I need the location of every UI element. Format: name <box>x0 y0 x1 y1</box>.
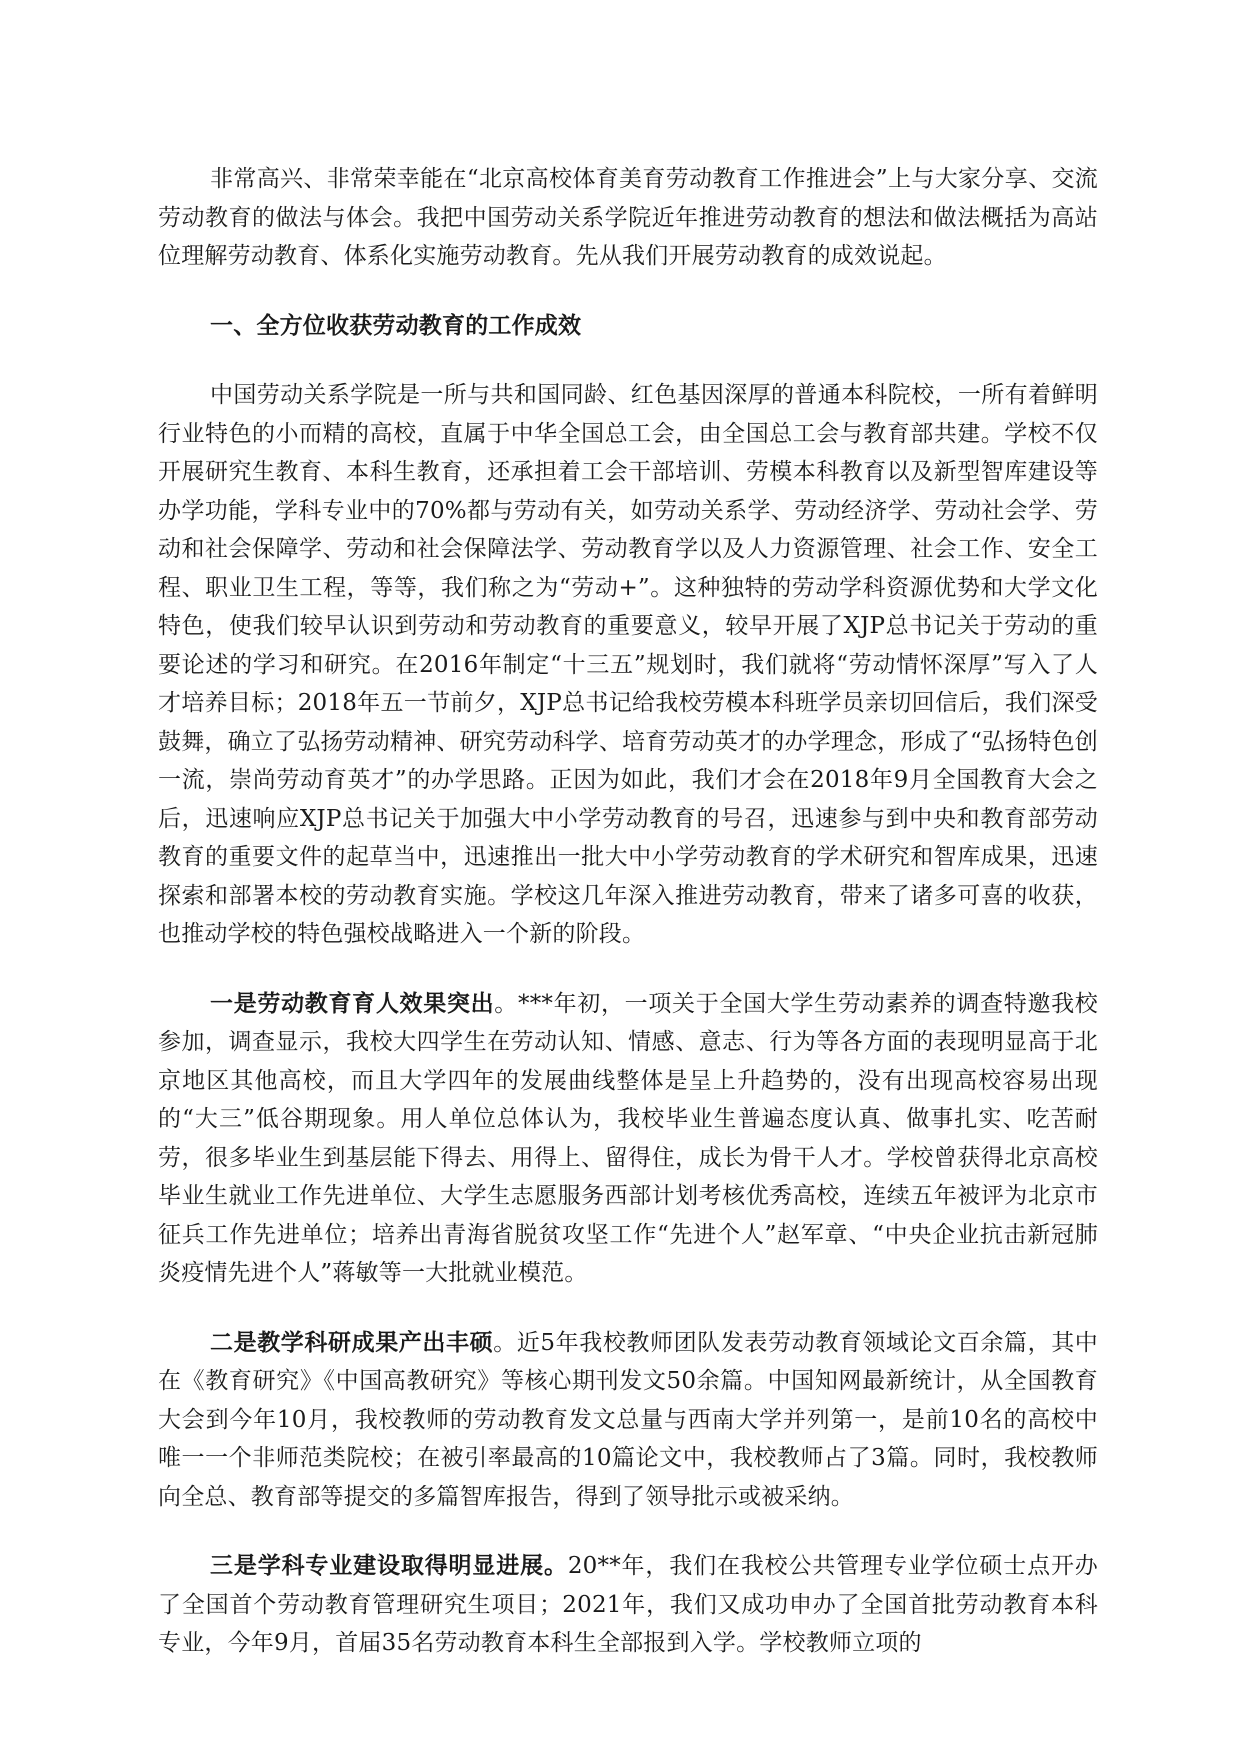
point-one-body: 。***年初，一项关于全国大学生劳动素养的调查特邀我校参加，调查显示，我校大四学生在劳动认知、情感、意志、行为等各方面的表现明显高于北京地区其他高校，而且大学四年的发展曲线整体是呈上升趋势的，没有出现高校容易出现的“大三”低谷期现象。用人单位总体认为，我校毕业生普遍态度认真、做事扎实、吃苦耐劳，很多毕业生到基层能下得去、用得上、留得住，成长为骨干人才。学校曾获得北京高校毕业生就业工作先进单位、大学生志愿服务西部计划考核优秀高校，连续五年被评为北京市征兵工作先进单位；培养出青海省脱贫攻坚工作“先进个人”赵军章、“中央企业抗击新冠肺炎疫情先进个人”蒋敏等一大批就业模范。 <box>158 990 1098 1286</box>
point-three-body: 20**年，我们在我校公共管理专业学位硕士点开办了全国首个劳动教育管理研究生项目；2021年，我们又成功申办了全国首批劳动教育本科专业，今年9月，首届35名劳动教育本科生全部报到入学。学校教师立项的 <box>158 1553 1098 1656</box>
intro-paragraph: 非常高兴、非常荣幸能在“北京高校体育美育劳动教育工作推进会”上与大家分享、交流劳动教育的做法与体会。我把中国劳动关系学院近年推进劳动教育的想法和做法概括为高站位理解劳动教育、体系化实施劳动教育。先从我们开展劳动教育的成效说起。 <box>158 166 1098 269</box>
section-paragraph: 中国劳动关系学院是一所与共和国同龄、红色基因深厚的普通本科院校，一所有着鲜明行业特色的小而精的高校，直属于中华全国总工会，由全国总工会与教育部共建。学校不仅开展研究生教育、本科生教育，还承担着工会干部培训、劳模本科教育以及新型智库建设等办学功能，学科专业中的70%都与劳动有关，如劳动关系学、劳动经济学、劳动社会学、劳动和社会保障学、劳动和社会保障法学、劳动教育学以及人力资源管理、社会工作、安全工程、职业卫生工程，等等，我们称之为“劳动+”。这种独特的劳动学科资源优势和大学文化特色，使我们较早认识到劳动和劳动教育的重要意义，较早开展了XJP总书记关于劳动的重要论述的学习和研究。在2016年制定“十三五”规划时，我们就将“劳动情怀深厚”写入了人才培养目标；2018年五一节前夕，XJP总书记给我校劳模本科班学员亲切回信后，我们深受鼓舞，确立了弘扬劳动精神、研究劳动科学、培育劳动英才的办学理念，形成了“弘扬特色创一流，崇尚劳动育英才”的办学思路。正因为如此，我们才会在2018年9月全国教育大会之后，迅速响应XJP总书记关于加强大中小学劳动教育的号召，迅速参与到中央和教育部劳动教育的重要文件的起草当中，迅速推出一批大中小学劳动教育的学术研究和智库成果，迅速探索和部署本校的劳动教育实施。学校这几年深入推进劳动教育，带来了诸多可喜的收获，也推动学校的特色强校战略进入一个新的阶段。 <box>158 382 1098 947</box>
point-one-paragraph <box>158 985 1098 1293</box>
point-two-lead: 二是教学科研成果产出丰硕 <box>210 1328 494 1356</box>
section-heading: 一、全方位收获劳动教育的工作成效 <box>210 311 582 339</box>
point-three-lead: 三是学科专业建设取得明显进展。 <box>210 1552 568 1579</box>
point-three-paragraph <box>158 1547 1098 1663</box>
point-two-body: 。近5年我校教师团队发表劳动教育领域论文百余篇，其中在《教育研究》《中国高教研究》等核心期刊发文50余篇。中国知网最新统计，从全国教育大会到今年10月，我校教师的劳动教育发文总量与西南大学并列第一，是前10名的高校中唯一一个非师范类院校；在被引率最高的10篇论文中，我校教师占了3篇。同时，我校教师向全总、教育部等提交的多篇智库报告，得到了领导批示或被采纳。 <box>158 1329 1098 1510</box>
point-two-paragraph <box>158 1324 1098 1517</box>
point-one-lead: 一是劳动教育育人效果突出 <box>210 989 495 1017</box>
document-page <box>158 160 1098 1663</box>
